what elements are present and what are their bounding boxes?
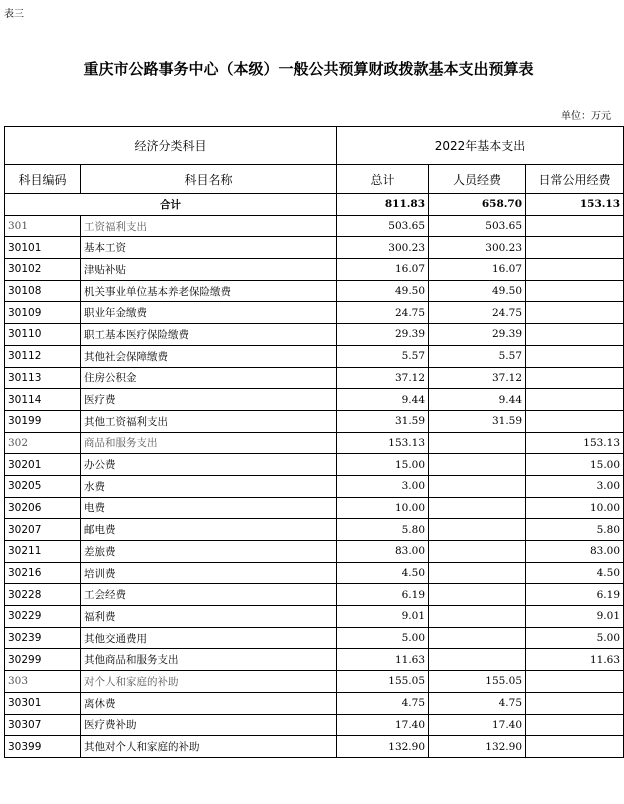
table-row [5, 280, 624, 302]
row-total: 132.90 [337, 736, 429, 758]
row-name: 水费 [81, 475, 337, 497]
row-name: 机关事业单位基本养老保险缴费 [81, 280, 337, 302]
row-name: 医疗费补助 [81, 714, 337, 736]
row-public: 11.63 [526, 649, 624, 671]
row-code: 30301 [5, 692, 81, 714]
row-code: 30228 [5, 584, 81, 606]
table-row [5, 302, 624, 324]
table-row [5, 627, 624, 649]
row-code: 30108 [5, 280, 81, 302]
row-code: 302 [5, 432, 81, 454]
row-personnel: 37.12 [429, 367, 526, 389]
row-public: 10.00 [526, 497, 624, 519]
row-public [526, 410, 624, 432]
row-code: 301 [5, 215, 81, 237]
row-name: 电费 [81, 497, 337, 519]
row-code: 30201 [5, 454, 81, 476]
row-name: 基本工资 [81, 237, 337, 259]
table-row [5, 541, 624, 563]
row-personnel [429, 519, 526, 541]
table-row [5, 259, 624, 281]
row-name: 工资福利支出 [81, 215, 337, 237]
row-name: 邮电费 [81, 519, 337, 541]
header-total: 总计 [337, 165, 429, 194]
row-public [526, 280, 624, 302]
row-name: 住房公积金 [81, 367, 337, 389]
header-personnel: 人员经费 [429, 165, 526, 194]
row-name: 其他社会保障缴费 [81, 345, 337, 367]
total-personnel: 658.70 [429, 194, 526, 216]
row-personnel: 300.23 [429, 237, 526, 259]
row-public [526, 345, 624, 367]
row-personnel [429, 606, 526, 628]
row-public: 5.00 [526, 627, 624, 649]
row-code: 30112 [5, 345, 81, 367]
row-public: 6.19 [526, 584, 624, 606]
row-total: 153.13 [337, 432, 429, 454]
row-personnel [429, 584, 526, 606]
row-personnel [429, 649, 526, 671]
row-name: 对个人和家庭的补助 [81, 671, 337, 693]
category-row [5, 432, 624, 454]
row-personnel [429, 454, 526, 476]
row-name: 离休费 [81, 692, 337, 714]
row-total: 155.05 [337, 671, 429, 693]
row-public: 4.50 [526, 562, 624, 584]
row-public [526, 259, 624, 281]
row-total: 9.01 [337, 606, 429, 628]
row-personnel [429, 497, 526, 519]
table-row [5, 606, 624, 628]
row-total: 49.50 [337, 280, 429, 302]
row-total: 300.23 [337, 237, 429, 259]
row-name: 职业年金缴费 [81, 302, 337, 324]
row-public [526, 324, 624, 346]
row-personnel: 24.75 [429, 302, 526, 324]
row-personnel [429, 562, 526, 584]
page-title: 重庆市公路事务中心（本级）一般公共预算财政拨款基本支出预算表 [83, 60, 534, 78]
row-total: 5.80 [337, 519, 429, 541]
row-name: 职工基本医疗保险缴费 [81, 324, 337, 346]
row-name: 培训费 [81, 562, 337, 584]
row-name: 津贴补贴 [81, 259, 337, 281]
row-total: 17.40 [337, 714, 429, 736]
header-basic-expenditure: 2022年基本支出 [337, 127, 624, 165]
row-total: 16.07 [337, 259, 429, 281]
row-personnel: 49.50 [429, 280, 526, 302]
row-personnel: 4.75 [429, 692, 526, 714]
row-code: 30206 [5, 497, 81, 519]
table-row [5, 475, 624, 497]
row-public: 5.80 [526, 519, 624, 541]
row-total: 5.57 [337, 345, 429, 367]
row-name: 其他工资福利支出 [81, 410, 337, 432]
row-public [526, 736, 624, 758]
row-code: 30113 [5, 367, 81, 389]
header-code: 科目编码 [5, 165, 81, 194]
row-code: 30229 [5, 606, 81, 628]
table-row [5, 692, 624, 714]
row-public: 9.01 [526, 606, 624, 628]
row-personnel [429, 541, 526, 563]
table-row [5, 410, 624, 432]
row-public [526, 215, 624, 237]
row-public: 15.00 [526, 454, 624, 476]
table-row [5, 736, 624, 758]
row-personnel: 5.57 [429, 345, 526, 367]
row-public [526, 237, 624, 259]
row-total: 9.44 [337, 389, 429, 411]
row-total: 15.00 [337, 454, 429, 476]
table-row [5, 237, 624, 259]
total-row [5, 194, 624, 216]
row-name: 医疗费 [81, 389, 337, 411]
row-code: 30102 [5, 259, 81, 281]
row-code: 30239 [5, 627, 81, 649]
row-name: 工会经费 [81, 584, 337, 606]
row-total: 83.00 [337, 541, 429, 563]
table-row [5, 562, 624, 584]
row-code: 30109 [5, 302, 81, 324]
row-personnel [429, 432, 526, 454]
table-row [5, 345, 624, 367]
row-total: 503.65 [337, 215, 429, 237]
table-row [5, 497, 624, 519]
row-total: 11.63 [337, 649, 429, 671]
row-name: 商品和服务支出 [81, 432, 337, 454]
row-code: 30216 [5, 562, 81, 584]
row-code: 30207 [5, 519, 81, 541]
total-label: 合计 [5, 194, 337, 216]
row-total: 5.00 [337, 627, 429, 649]
table-row [5, 324, 624, 346]
row-personnel: 16.07 [429, 259, 526, 281]
row-public: 153.13 [526, 432, 624, 454]
row-code: 30114 [5, 389, 81, 411]
table-row [5, 389, 624, 411]
category-row [5, 215, 624, 237]
row-total: 4.50 [337, 562, 429, 584]
table-row [5, 584, 624, 606]
row-name: 其他对个人和家庭的补助 [81, 736, 337, 758]
row-code: 30199 [5, 410, 81, 432]
row-code: 30307 [5, 714, 81, 736]
table-row [5, 454, 624, 476]
row-personnel [429, 627, 526, 649]
budget-table [4, 126, 624, 758]
row-name: 其他商品和服务支出 [81, 649, 337, 671]
row-public [526, 302, 624, 324]
row-public [526, 692, 624, 714]
unit-label: 单位：万元 [561, 111, 611, 122]
row-public [526, 671, 624, 693]
row-total: 3.00 [337, 475, 429, 497]
row-personnel: 155.05 [429, 671, 526, 693]
row-total: 6.19 [337, 584, 429, 606]
table-row [5, 714, 624, 736]
table-row [5, 519, 624, 541]
header-row-group [5, 127, 624, 165]
total-amount: 811.83 [337, 194, 429, 216]
row-personnel: 29.39 [429, 324, 526, 346]
row-total: 29.39 [337, 324, 429, 346]
table-row [5, 367, 624, 389]
row-personnel: 9.44 [429, 389, 526, 411]
header-economic-classification: 经济分类科目 [5, 127, 337, 165]
header-row-columns [5, 165, 624, 194]
row-public [526, 714, 624, 736]
row-total: 4.75 [337, 692, 429, 714]
row-total: 10.00 [337, 497, 429, 519]
row-public: 83.00 [526, 541, 624, 563]
row-total: 37.12 [337, 367, 429, 389]
row-public [526, 367, 624, 389]
row-code: 30299 [5, 649, 81, 671]
header-name: 科目名称 [81, 165, 337, 194]
row-personnel: 132.90 [429, 736, 526, 758]
row-total: 31.59 [337, 410, 429, 432]
total-public: 153.13 [526, 194, 624, 216]
row-code: 30211 [5, 541, 81, 563]
header-public: 日常公用经费 [526, 165, 624, 194]
row-name: 办公费 [81, 454, 337, 476]
row-name: 福利费 [81, 606, 337, 628]
row-code: 30399 [5, 736, 81, 758]
row-public [526, 389, 624, 411]
row-personnel [429, 475, 526, 497]
row-public: 3.00 [526, 475, 624, 497]
row-personnel: 17.40 [429, 714, 526, 736]
row-name: 其他交通费用 [81, 627, 337, 649]
category-row [5, 671, 624, 693]
row-personnel: 503.65 [429, 215, 526, 237]
table-number-label: 表三 [4, 9, 24, 20]
row-code: 30101 [5, 237, 81, 259]
table-row [5, 649, 624, 671]
row-personnel: 31.59 [429, 410, 526, 432]
row-total: 24.75 [337, 302, 429, 324]
row-name: 差旅费 [81, 541, 337, 563]
row-code: 303 [5, 671, 81, 693]
row-code: 30205 [5, 475, 81, 497]
row-code: 30110 [5, 324, 81, 346]
